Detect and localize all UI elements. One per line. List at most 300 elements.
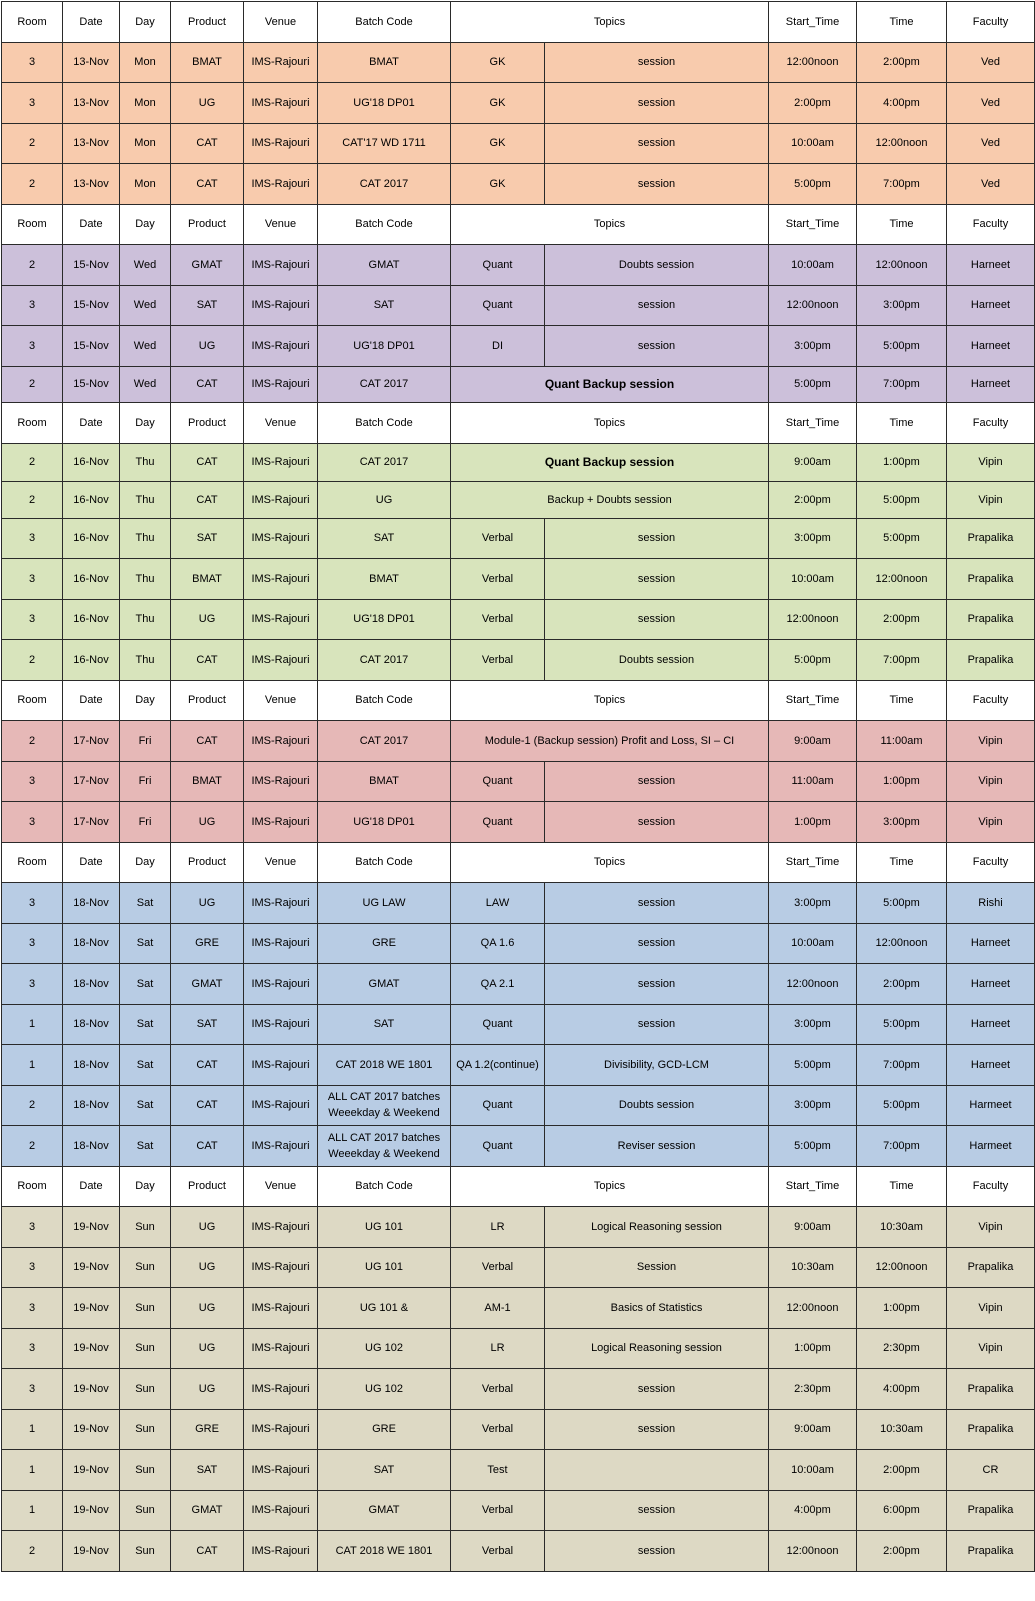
start-time-cell: 2:00pm xyxy=(769,482,857,519)
topic-cell: session xyxy=(545,83,769,124)
product-cell: BMAT xyxy=(171,559,244,600)
product-cell: UG xyxy=(171,83,244,124)
header-batch-code: Batch Code xyxy=(318,403,451,444)
room-cell: 2 xyxy=(2,366,63,403)
day-cell: Sun xyxy=(120,1328,171,1369)
venue-cell: IMS-Rajouri xyxy=(244,599,318,640)
header-topics: Topics xyxy=(451,403,769,444)
subject-cell: Verbal xyxy=(451,1490,545,1531)
topic-cell: Backup + Doubts session xyxy=(451,482,769,519)
room-cell: 3 xyxy=(2,1328,63,1369)
batch-code-cell: CAT 2018 WE 1801 xyxy=(318,1531,451,1572)
product-cell: BMAT xyxy=(171,42,244,83)
schedule-row xyxy=(2,1328,1035,1369)
topic-cell: session xyxy=(545,802,769,843)
end-time-cell: 3:00pm xyxy=(857,285,947,326)
subject-cell: Verbal xyxy=(451,518,545,559)
day-cell: Sun xyxy=(120,1450,171,1491)
subject-cell: Test xyxy=(451,1450,545,1491)
venue-cell: IMS-Rajouri xyxy=(244,1409,318,1450)
product-cell: UG xyxy=(171,1288,244,1329)
schedule-row xyxy=(2,83,1035,124)
faculty-cell: Vipin xyxy=(947,1288,1035,1329)
day-cell: Thu xyxy=(120,640,171,681)
header-product: Product xyxy=(171,680,244,721)
room-cell: 3 xyxy=(2,326,63,367)
subject-cell: Verbal xyxy=(451,1531,545,1572)
header-room: Room xyxy=(2,1166,63,1207)
room-cell: 3 xyxy=(2,802,63,843)
day-cell: Thu xyxy=(120,599,171,640)
venue-cell: IMS-Rajouri xyxy=(244,1328,318,1369)
schedule-row xyxy=(2,1207,1035,1248)
room-cell: 1 xyxy=(2,1490,63,1531)
header-faculty: Faculty xyxy=(947,2,1035,43)
day-cell: Sun xyxy=(120,1207,171,1248)
product-cell: GMAT xyxy=(171,1490,244,1531)
schedule-row xyxy=(2,1369,1035,1410)
topic-cell: Reviser session xyxy=(545,1126,769,1167)
faculty-cell: Harneet xyxy=(947,366,1035,403)
faculty-cell: Prapalika xyxy=(947,1369,1035,1410)
start-time-cell: 5:00pm xyxy=(769,1126,857,1167)
faculty-cell: Ved xyxy=(947,164,1035,205)
start-time-cell: 5:00pm xyxy=(769,640,857,681)
subject-cell: Quant xyxy=(451,245,545,286)
batch-code-cell: CAT 2017 xyxy=(318,640,451,681)
product-cell: GMAT xyxy=(171,245,244,286)
schedule-row xyxy=(2,1004,1035,1045)
header-start-time: Start_Time xyxy=(769,680,857,721)
faculty-cell: Prapalika xyxy=(947,640,1035,681)
faculty-cell: Vipin xyxy=(947,1328,1035,1369)
date-cell: 13-Nov xyxy=(63,42,120,83)
header-venue: Venue xyxy=(244,2,318,43)
header-start-time: Start_Time xyxy=(769,403,857,444)
date-cell: 19-Nov xyxy=(63,1369,120,1410)
end-time-cell: 2:00pm xyxy=(857,1531,947,1572)
batch-code-cell: CAT 2018 WE 1801 xyxy=(318,1045,451,1086)
topic-cell: session xyxy=(545,964,769,1005)
venue-cell: IMS-Rajouri xyxy=(244,1490,318,1531)
topic-cell: Logical Reasoning session xyxy=(545,1328,769,1369)
batch-code-cell: SAT xyxy=(318,1450,451,1491)
topic-cell: session xyxy=(545,1409,769,1450)
subject-cell: Quant xyxy=(451,761,545,802)
subject-cell: Verbal xyxy=(451,640,545,681)
topic-cell: session xyxy=(545,599,769,640)
batch-code-cell: UG'18 DP01 xyxy=(318,802,451,843)
faculty-cell: Prapalika xyxy=(947,1490,1035,1531)
date-cell: 19-Nov xyxy=(63,1288,120,1329)
product-cell: UG xyxy=(171,1207,244,1248)
end-time-cell: 2:00pm xyxy=(857,1450,947,1491)
header-room: Room xyxy=(2,680,63,721)
date-cell: 16-Nov xyxy=(63,443,120,482)
room-cell: 2 xyxy=(2,482,63,519)
schedule-row xyxy=(2,443,1035,482)
start-time-cell: 12:00noon xyxy=(769,285,857,326)
topic-cell: session xyxy=(545,883,769,924)
room-cell: 3 xyxy=(2,923,63,964)
date-cell: 13-Nov xyxy=(63,83,120,124)
product-cell: SAT xyxy=(171,518,244,559)
subject-cell: Verbal xyxy=(451,559,545,600)
header-time: Time xyxy=(857,403,947,444)
header-faculty: Faculty xyxy=(947,680,1035,721)
subject-cell: Quant xyxy=(451,1004,545,1045)
venue-cell: IMS-Rajouri xyxy=(244,164,318,205)
schedule-row xyxy=(2,1409,1035,1450)
faculty-cell: Harneet xyxy=(947,245,1035,286)
schedule-row xyxy=(2,326,1035,367)
venue-cell: IMS-Rajouri xyxy=(244,123,318,164)
topic-cell: session xyxy=(545,559,769,600)
start-time-cell: 3:00pm xyxy=(769,326,857,367)
header-product: Product xyxy=(171,204,244,245)
batch-code-cell: GMAT xyxy=(318,964,451,1005)
batch-code-cell: BMAT xyxy=(318,559,451,600)
header-room: Room xyxy=(2,204,63,245)
schedule-row xyxy=(2,482,1035,519)
batch-code-cell: UG 102 xyxy=(318,1328,451,1369)
venue-cell: IMS-Rajouri xyxy=(244,761,318,802)
room-cell: 3 xyxy=(2,1288,63,1329)
batch-code-cell: GMAT xyxy=(318,1490,451,1531)
subject-cell: Quant xyxy=(451,1126,545,1167)
topic-cell: Quant Backup session xyxy=(451,366,769,403)
day-cell: Sat xyxy=(120,1126,171,1167)
end-time-cell: 2:30pm xyxy=(857,1328,947,1369)
header-faculty: Faculty xyxy=(947,1166,1035,1207)
day-cell: Sat xyxy=(120,923,171,964)
faculty-cell: Vipin xyxy=(947,721,1035,762)
product-cell: CAT xyxy=(171,366,244,403)
header-start-time: Start_Time xyxy=(769,2,857,43)
venue-cell: IMS-Rajouri xyxy=(244,1450,318,1491)
batch-code-cell: CAT 2017 xyxy=(318,443,451,482)
end-time-cell: 5:00pm xyxy=(857,1085,947,1126)
topic-cell: Logical Reasoning session xyxy=(545,1207,769,1248)
day-cell: Sat xyxy=(120,1004,171,1045)
topic-cell: Module-1 (Backup session) Profit and Loss, SI – CI xyxy=(451,721,769,762)
faculty-cell: Prapalika xyxy=(947,518,1035,559)
date-cell: 15-Nov xyxy=(63,366,120,403)
venue-cell: IMS-Rajouri xyxy=(244,1004,318,1045)
venue-cell: IMS-Rajouri xyxy=(244,721,318,762)
header-product: Product xyxy=(171,1166,244,1207)
end-time-cell: 3:00pm xyxy=(857,802,947,843)
product-cell: CAT xyxy=(171,640,244,681)
faculty-cell: Harneet xyxy=(947,964,1035,1005)
schedule-row xyxy=(2,518,1035,559)
batch-code-cell: CAT'17 WD 1711 xyxy=(318,123,451,164)
date-cell: 13-Nov xyxy=(63,123,120,164)
day-cell: Wed xyxy=(120,326,171,367)
product-cell: CAT xyxy=(171,1085,244,1126)
faculty-cell: Vipin xyxy=(947,761,1035,802)
date-cell: 17-Nov xyxy=(63,802,120,843)
subject-cell: Quant xyxy=(451,1085,545,1126)
room-cell: 3 xyxy=(2,1207,63,1248)
start-time-cell: 1:00pm xyxy=(769,802,857,843)
end-time-cell: 12:00noon xyxy=(857,1247,947,1288)
header-time: Time xyxy=(857,1166,947,1207)
venue-cell: IMS-Rajouri xyxy=(244,482,318,519)
room-cell: 1 xyxy=(2,1045,63,1086)
day-cell: Mon xyxy=(120,83,171,124)
faculty-cell: Harmeet xyxy=(947,1126,1035,1167)
start-time-cell: 3:00pm xyxy=(769,883,857,924)
batch-code-cell: SAT xyxy=(318,1004,451,1045)
date-cell: 15-Nov xyxy=(63,326,120,367)
schedule-row xyxy=(2,923,1035,964)
faculty-cell: Prapalika xyxy=(947,1409,1035,1450)
venue-cell: IMS-Rajouri xyxy=(244,326,318,367)
subject-cell: GK xyxy=(451,164,545,205)
product-cell: BMAT xyxy=(171,761,244,802)
date-cell: 19-Nov xyxy=(63,1409,120,1450)
end-time-cell: 4:00pm xyxy=(857,1369,947,1410)
room-cell: 2 xyxy=(2,123,63,164)
subject-cell: DI xyxy=(451,326,545,367)
header-date: Date xyxy=(63,204,120,245)
subject-cell: LR xyxy=(451,1328,545,1369)
header-row xyxy=(2,1166,1035,1207)
header-venue: Venue xyxy=(244,842,318,883)
start-time-cell: 12:00noon xyxy=(769,1288,857,1329)
header-room: Room xyxy=(2,2,63,43)
header-topics: Topics xyxy=(451,680,769,721)
batch-code-cell: BMAT xyxy=(318,761,451,802)
topic-cell: session xyxy=(545,285,769,326)
date-cell: 16-Nov xyxy=(63,518,120,559)
date-cell: 19-Nov xyxy=(63,1450,120,1491)
start-time-cell: 10:00am xyxy=(769,559,857,600)
topic-cell: Doubts session xyxy=(545,1085,769,1126)
room-cell: 3 xyxy=(2,518,63,559)
header-date: Date xyxy=(63,680,120,721)
end-time-cell: 12:00noon xyxy=(857,123,947,164)
batch-code-cell: SAT xyxy=(318,518,451,559)
date-cell: 15-Nov xyxy=(63,245,120,286)
subject-cell: GK xyxy=(451,83,545,124)
header-venue: Venue xyxy=(244,204,318,245)
start-time-cell: 2:00pm xyxy=(769,83,857,124)
end-time-cell: 7:00pm xyxy=(857,1126,947,1167)
venue-cell: IMS-Rajouri xyxy=(244,923,318,964)
room-cell: 2 xyxy=(2,640,63,681)
batch-code-cell: BMAT xyxy=(318,42,451,83)
header-topics: Topics xyxy=(451,204,769,245)
subject-cell: LAW xyxy=(451,883,545,924)
end-time-cell: 11:00am xyxy=(857,721,947,762)
topic-cell xyxy=(545,1450,769,1491)
topic-cell: session xyxy=(545,1369,769,1410)
venue-cell: IMS-Rajouri xyxy=(244,1126,318,1167)
day-cell: Sat xyxy=(120,964,171,1005)
venue-cell: IMS-Rajouri xyxy=(244,1531,318,1572)
header-time: Time xyxy=(857,204,947,245)
end-time-cell: 5:00pm xyxy=(857,326,947,367)
venue-cell: IMS-Rajouri xyxy=(244,1045,318,1086)
batch-code-cell: GRE xyxy=(318,923,451,964)
header-room: Room xyxy=(2,842,63,883)
product-cell: GRE xyxy=(171,923,244,964)
date-cell: 19-Nov xyxy=(63,1247,120,1288)
day-cell: Mon xyxy=(120,164,171,205)
subject-cell: Quant xyxy=(451,285,545,326)
topic-cell: Quant Backup session xyxy=(451,443,769,482)
room-cell: 2 xyxy=(2,443,63,482)
topic-cell: session xyxy=(545,1531,769,1572)
topic-cell: session xyxy=(545,123,769,164)
header-batch-code: Batch Code xyxy=(318,842,451,883)
schedule-row xyxy=(2,285,1035,326)
topic-cell: session xyxy=(545,164,769,205)
venue-cell: IMS-Rajouri xyxy=(244,1207,318,1248)
faculty-cell: Harneet xyxy=(947,285,1035,326)
start-time-cell: 5:00pm xyxy=(769,366,857,403)
product-cell: UG xyxy=(171,1247,244,1288)
room-cell: 3 xyxy=(2,761,63,802)
start-time-cell: 10:30am xyxy=(769,1247,857,1288)
product-cell: CAT xyxy=(171,164,244,205)
end-time-cell: 2:00pm xyxy=(857,599,947,640)
product-cell: UG xyxy=(171,599,244,640)
product-cell: SAT xyxy=(171,1004,244,1045)
subject-cell: Verbal xyxy=(451,1247,545,1288)
date-cell: 18-Nov xyxy=(63,883,120,924)
end-time-cell: 12:00noon xyxy=(857,923,947,964)
start-time-cell: 9:00am xyxy=(769,1409,857,1450)
room-cell: 3 xyxy=(2,964,63,1005)
header-day: Day xyxy=(120,680,171,721)
batch-code-cell: GRE xyxy=(318,1409,451,1450)
header-day: Day xyxy=(120,204,171,245)
venue-cell: IMS-Rajouri xyxy=(244,883,318,924)
product-cell: CAT xyxy=(171,123,244,164)
date-cell: 18-Nov xyxy=(63,1045,120,1086)
header-faculty: Faculty xyxy=(947,403,1035,444)
room-cell: 2 xyxy=(2,1085,63,1126)
start-time-cell: 4:00pm xyxy=(769,1490,857,1531)
header-batch-code: Batch Code xyxy=(318,2,451,43)
batch-code-cell: UG LAW xyxy=(318,883,451,924)
start-time-cell: 10:00am xyxy=(769,245,857,286)
date-cell: 19-Nov xyxy=(63,1490,120,1531)
room-cell: 2 xyxy=(2,721,63,762)
schedule-row xyxy=(2,964,1035,1005)
faculty-cell: Ved xyxy=(947,42,1035,83)
faculty-cell: Vipin xyxy=(947,1207,1035,1248)
subject-cell: LR xyxy=(451,1207,545,1248)
subject-cell: QA 2.1 xyxy=(451,964,545,1005)
room-cell: 1 xyxy=(2,1409,63,1450)
faculty-cell: Harmeet xyxy=(947,1085,1035,1126)
faculty-cell: Prapalika xyxy=(947,1531,1035,1572)
end-time-cell: 7:00pm xyxy=(857,164,947,205)
header-day: Day xyxy=(120,403,171,444)
end-time-cell: 1:00pm xyxy=(857,761,947,802)
faculty-cell: Ved xyxy=(947,83,1035,124)
schedule-row xyxy=(2,1085,1035,1126)
topic-cell: session xyxy=(545,761,769,802)
header-start-time: Start_Time xyxy=(769,842,857,883)
subject-cell: AM-1 xyxy=(451,1288,545,1329)
venue-cell: IMS-Rajouri xyxy=(244,443,318,482)
subject-cell: QA 1.2(continue) xyxy=(451,1045,545,1086)
faculty-cell: Prapalika xyxy=(947,559,1035,600)
batch-code-cell: UG'18 DP01 xyxy=(318,599,451,640)
header-date: Date xyxy=(63,1166,120,1207)
batch-code-cell: SAT xyxy=(318,285,451,326)
date-cell: 18-Nov xyxy=(63,923,120,964)
end-time-cell: 10:30am xyxy=(857,1409,947,1450)
day-cell: Wed xyxy=(120,245,171,286)
day-cell: Mon xyxy=(120,123,171,164)
product-cell: GRE xyxy=(171,1409,244,1450)
faculty-cell: Vipin xyxy=(947,802,1035,843)
header-topics: Topics xyxy=(451,2,769,43)
header-date: Date xyxy=(63,403,120,444)
day-cell: Sun xyxy=(120,1490,171,1531)
venue-cell: IMS-Rajouri xyxy=(244,42,318,83)
batch-code-cell: ALL CAT 2017 batches Weeekday & Weekend xyxy=(318,1126,451,1167)
start-time-cell: 12:00noon xyxy=(769,599,857,640)
topic-cell: Doubts session xyxy=(545,245,769,286)
header-batch-code: Batch Code xyxy=(318,680,451,721)
date-cell: 16-Nov xyxy=(63,640,120,681)
schedule-row xyxy=(2,802,1035,843)
topic-cell: Divisibility, GCD-LCM xyxy=(545,1045,769,1086)
start-time-cell: 10:00am xyxy=(769,923,857,964)
header-start-time: Start_Time xyxy=(769,1166,857,1207)
schedule-row xyxy=(2,1247,1035,1288)
date-cell: 19-Nov xyxy=(63,1207,120,1248)
product-cell: CAT xyxy=(171,1531,244,1572)
start-time-cell: 9:00am xyxy=(769,721,857,762)
venue-cell: IMS-Rajouri xyxy=(244,366,318,403)
end-time-cell: 5:00pm xyxy=(857,518,947,559)
day-cell: Thu xyxy=(120,518,171,559)
day-cell: Sun xyxy=(120,1409,171,1450)
schedule-row xyxy=(2,1288,1035,1329)
header-faculty: Faculty xyxy=(947,842,1035,883)
venue-cell: IMS-Rajouri xyxy=(244,640,318,681)
product-cell: SAT xyxy=(171,285,244,326)
schedule-row xyxy=(2,42,1035,83)
date-cell: 19-Nov xyxy=(63,1328,120,1369)
header-batch-code: Batch Code xyxy=(318,204,451,245)
product-cell: CAT xyxy=(171,443,244,482)
start-time-cell: 3:00pm xyxy=(769,518,857,559)
start-time-cell: 12:00noon xyxy=(769,1531,857,1572)
faculty-cell: Harneet xyxy=(947,923,1035,964)
day-cell: Sat xyxy=(120,883,171,924)
day-cell: Sun xyxy=(120,1247,171,1288)
subject-cell: GK xyxy=(451,123,545,164)
product-cell: CAT xyxy=(171,1126,244,1167)
room-cell: 3 xyxy=(2,1247,63,1288)
header-row xyxy=(2,680,1035,721)
start-time-cell: 9:00am xyxy=(769,443,857,482)
subject-cell: Verbal xyxy=(451,1409,545,1450)
faculty-cell: Harneet xyxy=(947,1004,1035,1045)
start-time-cell: 2:30pm xyxy=(769,1369,857,1410)
schedule-row xyxy=(2,245,1035,286)
product-cell: CAT xyxy=(171,721,244,762)
